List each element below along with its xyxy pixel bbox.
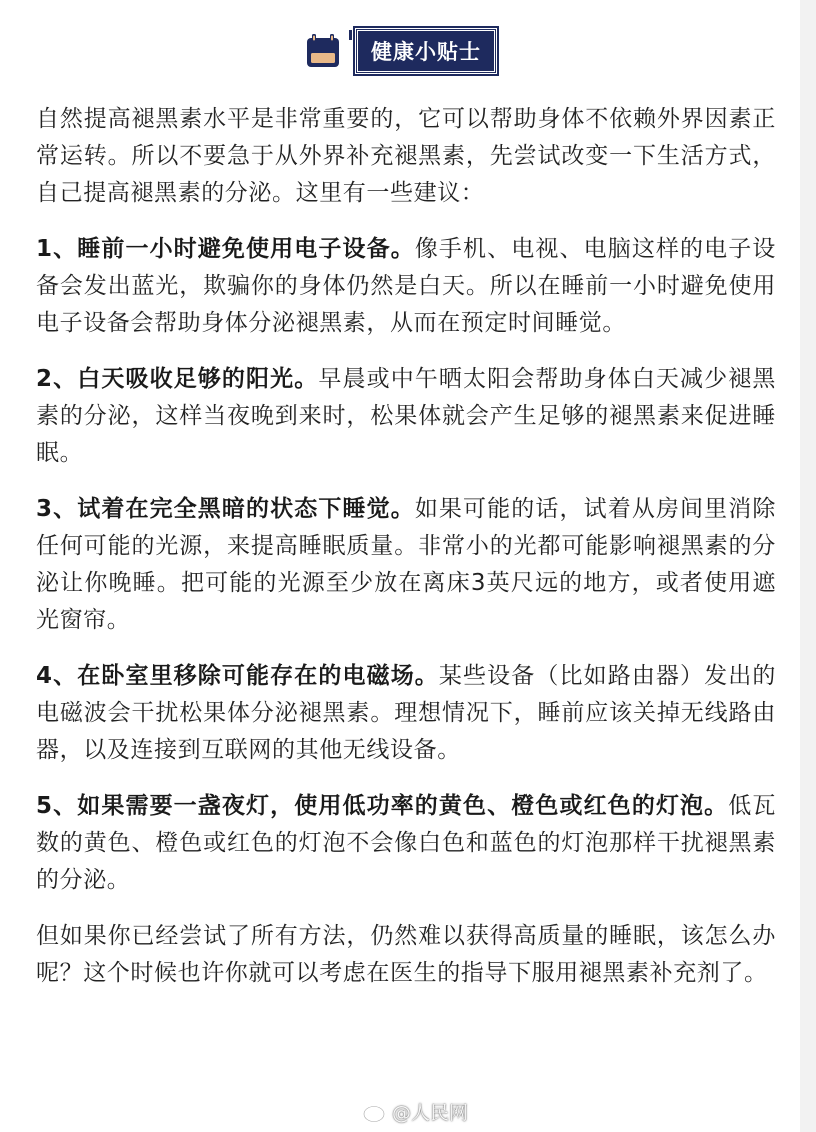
tip-text: 像手机、电视、电脑这样的电子设备会发出蓝光，欺骗你的身体仍然是白天。所以在睡前一小时避免使用电子设备会帮助身体分泌褪黑素，从而在预定时间睡觉。 bbox=[36, 236, 776, 336]
tip-heading: 5、如果需要一盏夜灯，使用低功率的黄色、橙色或红色的灯泡。 bbox=[36, 793, 729, 819]
tip-heading: 3、试着在完全黑暗的状态下睡觉。 bbox=[36, 496, 415, 522]
weibo-icon bbox=[362, 1101, 390, 1123]
tip-heading: 4、在卧室里移除可能存在的电磁场。 bbox=[36, 663, 439, 689]
watermark-text: @人民网 bbox=[392, 1102, 469, 1124]
tip-heading: 2、白天吸收足够的阳光。 bbox=[36, 366, 319, 392]
calendar-icon bbox=[305, 33, 341, 69]
tip-paragraph-5 bbox=[36, 788, 776, 899]
tip-header bbox=[305, 30, 497, 72]
intro-paragraph: 自然提高褪黑素水平是非常重要的，它可以帮助身体不依赖外界因素正常运转。所以不要急于从外界补充褪黑素，先尝试改变一下生活方式，自己提高褪黑素的分泌。这里有一些建议： bbox=[36, 106, 776, 206]
tip-heading: 1、睡前一小时避免使用电子设备。 bbox=[36, 236, 415, 262]
page-title: 健康小贴士 bbox=[355, 28, 497, 74]
tip-text: 某些设备（比如路由器）发出的电磁波会干扰松果体分泌褪黑素。理想情况下，睡前应该关掉无线路由器，以及连接到互联网的其他无线设备。 bbox=[36, 663, 776, 763]
tip-text: 早晨或中午晒太阳会帮助身体白天减少褪黑素的分泌，这样当夜晚到来时，松果体就会产生足够的褪黑素来促进睡眠。 bbox=[36, 366, 776, 466]
title-badge bbox=[349, 30, 497, 72]
watermark bbox=[362, 1098, 468, 1125]
tip-paragraph-3 bbox=[36, 491, 776, 639]
tip-paragraph-4 bbox=[36, 658, 776, 769]
tip-paragraph-2 bbox=[36, 361, 776, 472]
page-edge bbox=[800, 0, 816, 1132]
title-accent-tick bbox=[349, 30, 352, 40]
tip-text: 如果可能的话，试着从房间里消除任何可能的光源，来提高睡眠质量。非常小的光都可能影响褪黑素的分泌让你晚睡。把可能的光源至少放在离床3英尺远的地方，或者使用遮光窗帘。 bbox=[36, 496, 776, 633]
tip-text: 低瓦数的黄色、橙色或红色的灯泡不会像白色和蓝色的灯泡那样干扰褪黑素的分泌。 bbox=[36, 793, 776, 893]
closing-paragraph: 但如果你已经尝试了所有方法，仍然难以获得高质量的睡眠，该怎么办呢？这个时候也许你就可以考虑在医生的指导下服用褪黑素补充剂了。 bbox=[36, 923, 776, 986]
article-body bbox=[36, 101, 776, 1011]
tip-paragraph-1 bbox=[36, 231, 776, 342]
